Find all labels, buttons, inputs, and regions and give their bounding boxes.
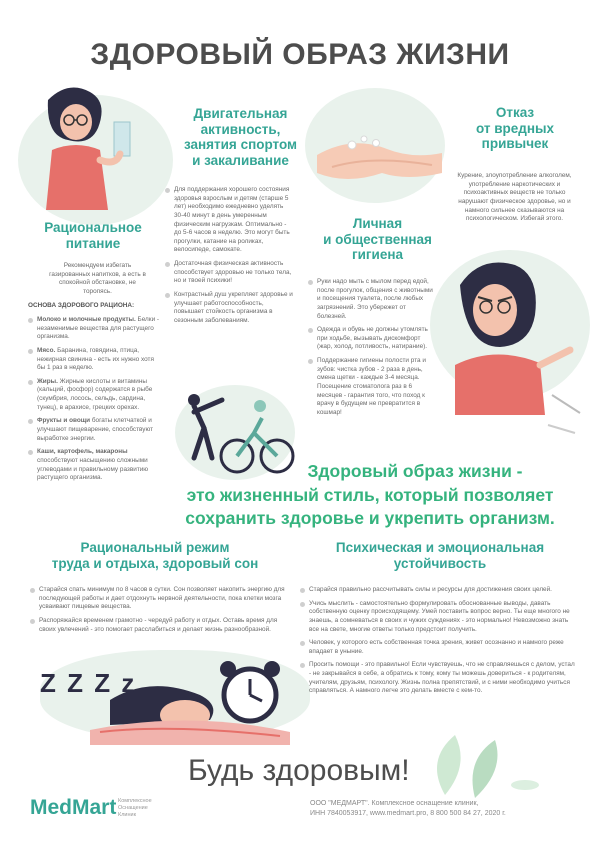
list-item: Старайся спать минимум по 8 часов в сутки. Сон позволяет накопить энергию для последующей работы и дает отдохнуть нервной деятельности, пока клетки мозга усваивают пищевые вещества. xyxy=(30,586,292,612)
nutrition-basics-title: ОСНОВА ЗДОРОВОГО РАЦИОНА: xyxy=(28,302,135,309)
rest-heading: Рациональный режим труда и отдыха, здоровый сон xyxy=(51,540,259,571)
list-item: Человек, у которого есть собственная точка зрения, живет осознанно и намного реже впадает в уныние. xyxy=(300,639,576,656)
medmart-logo: MedMart xyxy=(30,796,117,819)
nutrition-intro: Рекомендуем избегать газированных напитков, а есть в спокойной обстановке, не торопясь. xyxy=(49,262,146,295)
nutrition-list xyxy=(28,316,160,488)
list-item: Распоряжайся временем грамотно - чередуй работу и отдых. Оставь время для своих увлечений - это помогает расслабиться и делает жизнь разнообразной. xyxy=(30,617,292,634)
list-item: Учись мыслить - самостоятельно формулировать обоснованные выводы, давать собственную оценку происходящему. Умей поставить вопрос верно. Ты еще многого не знаешь, а сомневаться в своих и чужих суждениях - это нормально! Невозможно знать все на свете, многие ответы только предстоит получить. xyxy=(300,600,576,635)
list-item: Достаточная физическая активность способствует здоровью не только тела, но и твоей психики! xyxy=(165,260,293,286)
list-item: Каши, картофель, макароны способствуют насыщению сложными углеводами и правильному развитию растущего организма. xyxy=(28,448,160,483)
list-item: Мясо. Баранина, говядина, птица, нежирная свинина - есть их нужно хотя бы 1 раз в неделю. xyxy=(28,347,160,373)
psych-list xyxy=(300,586,576,701)
slogan xyxy=(160,460,580,531)
footer-line2: ИНН 7840053917, www.medmart.pro, 8 800 500 84 27, 2020 г. xyxy=(310,810,506,818)
psych-heading: Психическая и эмоциональная устойчивость xyxy=(335,540,545,571)
list-item: Для поддержания хорошего состояния здоровья взрослым и детям (старше 5 лет) необходимо ежедневно уделять 30-40 минут в день умеренным физическим нагрузкам. Оптимально - до 5-6 часов в неделю. Это могут быть прогулки, катание на роликах, велосипеде, самокате. xyxy=(165,186,293,255)
list-item: Контрастный душ укрепляет здоровье и улучшает работоспособность, повышает стойкость организма в сезонным заболеваниям. xyxy=(165,291,293,326)
list-item: Руки надо мыть с мылом перед едой, после прогулок, общения с животными и посещения туалета, после любых загрязнений. Это убережет от болезней. xyxy=(308,278,436,321)
hygiene-heading: Личная и общественная гигиена xyxy=(323,216,432,263)
list-item: Молоко и молочные продукты. Белки - незаменимые вещества для растущего организма. xyxy=(28,316,160,342)
angry-woman-illustration xyxy=(440,255,585,445)
hygiene-list xyxy=(308,278,436,423)
footer-info xyxy=(310,799,506,819)
list-item: Старайся правильно рассчитывать силы и ресурсы для достижения своих целей. xyxy=(300,586,576,595)
activity-heading: Двигательная активность, занятия спортом и закаливание xyxy=(183,106,298,168)
slogan-line1: Здоровый образ жизни - xyxy=(307,461,523,481)
footer-line1: ООО "МЕДМАРТ". Комплексное оснащение клиник, xyxy=(310,800,479,807)
habits-heading: Отказ от вредных привычек xyxy=(475,105,555,152)
be-healthy-text: Будь здоровым! xyxy=(188,754,410,787)
slogan-line3: сохранить здоровье и укрепить организм. xyxy=(185,508,555,529)
nutrition-heading-line2: питание xyxy=(65,235,121,251)
list-item: Просить помощи - это правильно! Если чувствуешь, что не справляешься с делом, устал - не закрывайся в себе, а обратись к тому, кому ты можешь довериться - к родителям, учителям, друзьям, психологу. Жизнь полна препятствий, и с ними необходимо учиться справляться. А намного легче это делать вместе с кем-то. xyxy=(300,661,576,696)
leaves-decoration xyxy=(415,730,545,800)
woman-drinking-water-illustration xyxy=(28,80,168,210)
list-item: Поддержание гигиены полости рта и зубов: чистка зубов - 2 раза в день, смена щетки - каждые 3-4 месяца. Посещение стоматолога раз в 6 месяцев - гарантия того, что поход к врачу в будущем не превратится в кошмар! xyxy=(308,357,436,417)
alarm-clock-icon xyxy=(215,655,285,730)
nutrition-heading xyxy=(28,220,158,251)
slogan-line2: это жизненный стиль, который позволяет xyxy=(186,484,554,505)
activity-list xyxy=(165,186,293,331)
habits-text: Курение, злоупотребление алкоголем, употребление наркотических и психоактивных веществ не только нарушают физическое здоровье, но и намного сильнее сказываются на психологическом. Избегай этого. xyxy=(457,172,572,223)
washing-hands-illustration xyxy=(312,115,452,195)
list-item: Одежда и обувь не должны утомлять при ходьбе, вызывать дискомфорт (жар, холод, потливость, натирание). xyxy=(308,326,436,352)
logo-subtitle: Комплексное Оснащение Клиник xyxy=(118,798,152,819)
list-item: Фрукты и овощи богаты клетчаткой и улучшают пищеварение, способствуют выработке энергии. xyxy=(28,417,160,443)
nutrition-heading-line1: Рациональное xyxy=(44,220,142,235)
zzz-text: Z Z Z z xyxy=(40,668,137,698)
list-item: Жиры. Жирные кислоты и витамины (кальций, фосфор) содержатся в рыбе (скумбрия, лосось, сельдь, сардина, тунец), в арахисе, грецких орехах. xyxy=(28,378,160,413)
page-title: ЗДОРОВЫЙ ОБРАЗ ЖИЗНИ xyxy=(90,38,510,71)
rest-list xyxy=(30,586,292,639)
